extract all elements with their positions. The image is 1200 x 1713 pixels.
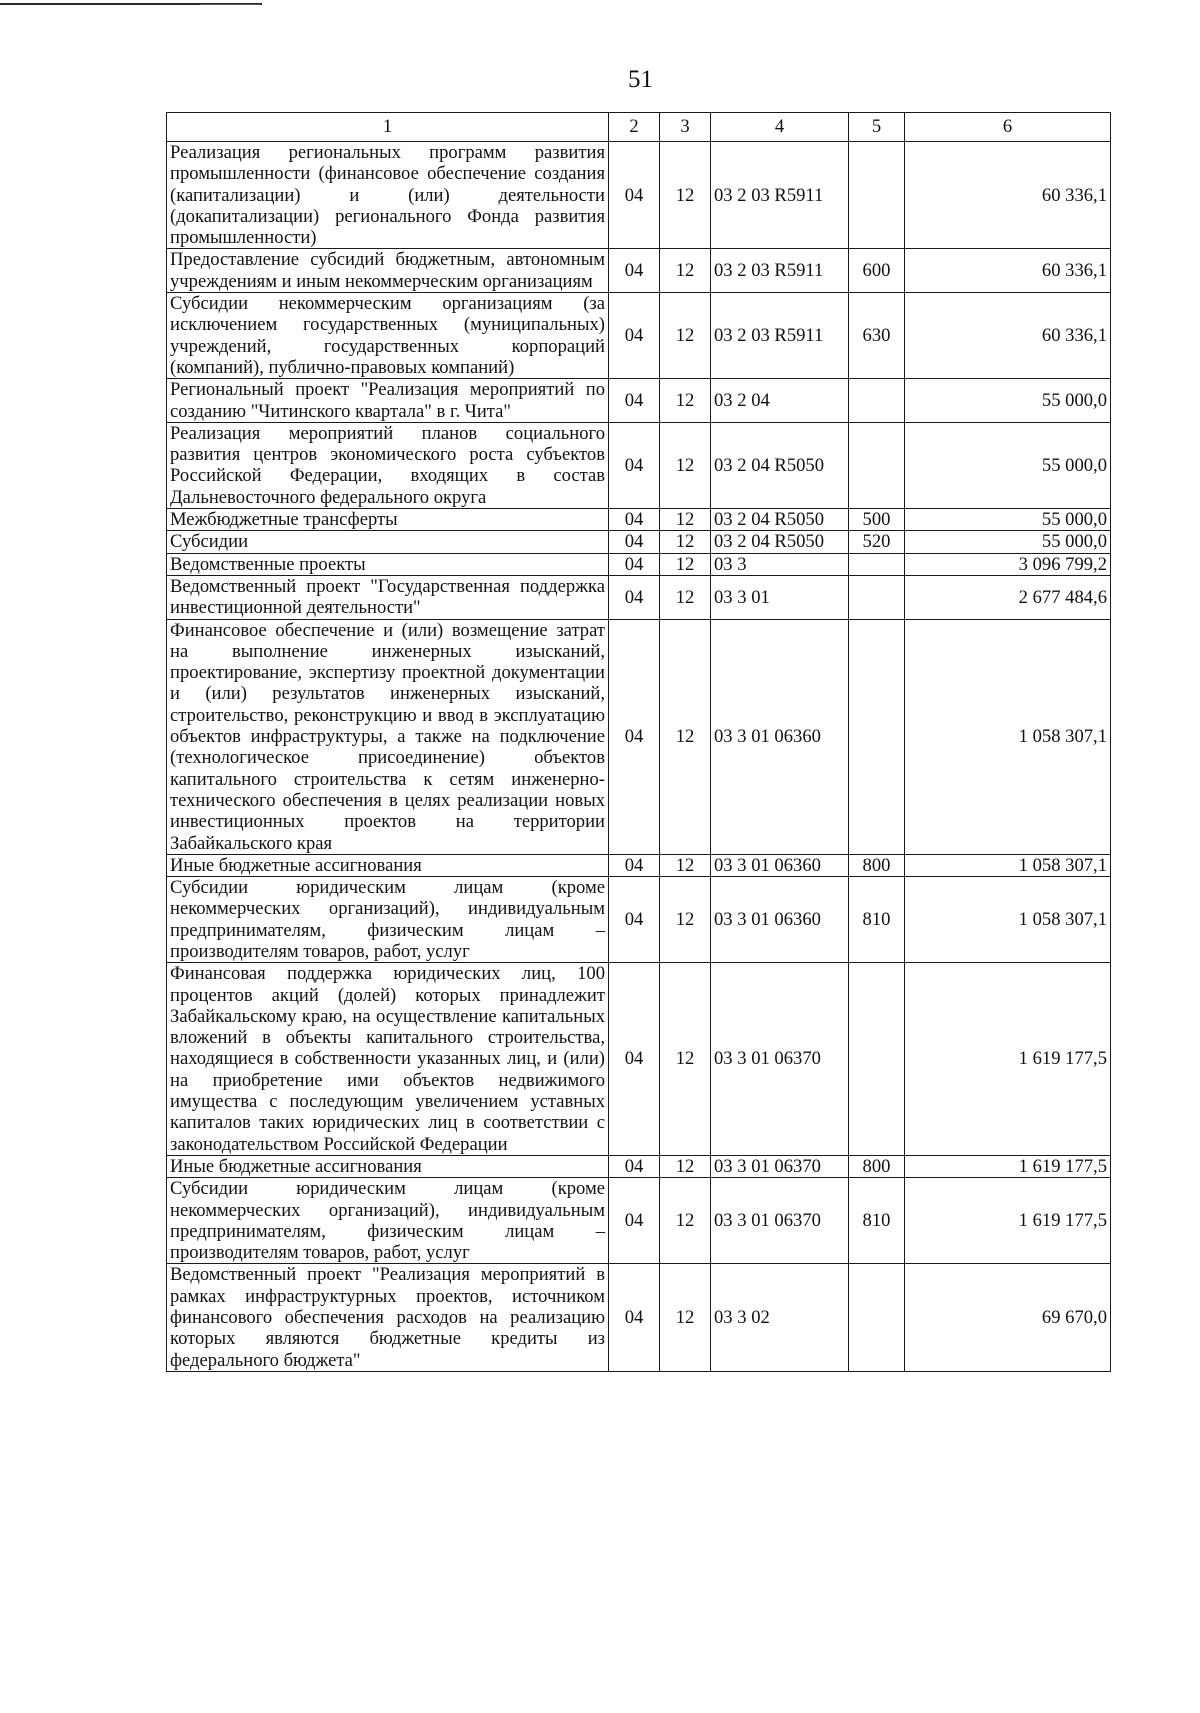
row-name: Ведомственный проект "Реализация мероприятий в рамках инфраструктурных проектов, источником финансового обеспечения расходов на реализацию которых являются бюджетные кредиты из федерального бюджета" — [167, 1264, 609, 1371]
row-expense-type — [849, 1264, 905, 1371]
row-section: 04 — [609, 249, 660, 293]
row-sum: 1 058 307,1 — [905, 877, 1111, 963]
row-name: Финансовая поддержка юридических лиц, 100 процентов акций (долей) которых принадлежит Забайкальскому краю, на осуществление капитальных вложений в объекты капитального строительства, находящиеся в собственности указанных лиц, и (или) на приобретение ими объектов недвижимого имущества с последующим увеличением уставных капиталов таких юридических лиц в соответствии с законодательством Российской Федерации — [167, 963, 609, 1156]
table-row — [167, 619, 1111, 854]
row-name: Субсидии юридическим лицам (кроме некоммерческих организаций), индивидуальным предпринимателям, физическим лицам – производителям товаров, работ, услуг — [167, 877, 609, 963]
row-target-code: 03 2 03 R5911 — [711, 142, 849, 249]
row-expense-type: 500 — [849, 509, 905, 531]
row-sum: 60 336,1 — [905, 249, 1111, 293]
row-target-code: 03 2 04 R5050 — [711, 531, 849, 553]
row-subsection: 12 — [660, 142, 711, 249]
row-name: Межбюджетные трансферты — [167, 509, 609, 531]
top-edge-rule-accent — [200, 4, 260, 5]
table-row — [167, 293, 1111, 379]
row-section: 04 — [609, 575, 660, 619]
row-name: Иные бюджетные ассигнования — [167, 854, 609, 876]
row-sum: 55 000,0 — [905, 379, 1111, 423]
row-target-code: 03 2 04 R5050 — [711, 509, 849, 531]
row-target-code: 03 3 01 06370 — [711, 963, 849, 1156]
row-target-code: 03 3 01 06360 — [711, 877, 849, 963]
row-section: 04 — [609, 1155, 660, 1177]
row-target-code: 03 3 01 — [711, 575, 849, 619]
row-name: Предоставление субсидий бюджетным, автономным учреждениям и иным некоммерческим организациям — [167, 249, 609, 293]
table-row — [167, 963, 1111, 1156]
table-row — [167, 531, 1111, 553]
row-name: Финансовое обеспечение и (или) возмещение затрат на выполнение инженерных изысканий, проектирование, экспертизу проектной документации и (или) результатов инженерных изысканий, строительство, реконструкцию и ввод в эксплуатацию объектов инфраструктуры, а также на подключение (технологическое присоединение) объектов капитального строительства к сетям инженерно-технического обеспечения в целях реализации новых инвестиционных проектов на территории Забайкальского края — [167, 619, 609, 854]
row-expense-type: 810 — [849, 1178, 905, 1264]
row-section: 04 — [609, 553, 660, 575]
row-sum: 55 000,0 — [905, 422, 1111, 508]
row-sum: 60 336,1 — [905, 293, 1111, 379]
table-row — [167, 575, 1111, 619]
row-name: Субсидии — [167, 531, 609, 553]
row-section: 04 — [609, 142, 660, 249]
row-section: 04 — [609, 1264, 660, 1371]
row-section: 04 — [609, 963, 660, 1156]
row-expense-type — [849, 422, 905, 508]
row-sum: 1 619 177,5 — [905, 1178, 1111, 1264]
column-header-5: 5 — [849, 113, 905, 142]
row-target-code: 03 3 01 06370 — [711, 1178, 849, 1264]
table-row — [167, 1264, 1111, 1371]
table-row — [167, 854, 1111, 876]
row-target-code: 03 2 03 R5911 — [711, 293, 849, 379]
column-header-4: 4 — [711, 113, 849, 142]
row-name: Субсидии некоммерческим организациям (за исключением государственных (муниципальных) учреждений, государственных корпораций (компаний), публично-правовых компаний) — [167, 293, 609, 379]
row-target-code: 03 3 02 — [711, 1264, 849, 1371]
row-expense-type — [849, 575, 905, 619]
row-name: Ведомственный проект "Государственная поддержка инвестиционной деятельности" — [167, 575, 609, 619]
row-name: Иные бюджетные ассигнования — [167, 1155, 609, 1177]
table-row — [167, 142, 1111, 249]
row-sum: 3 096 799,2 — [905, 553, 1111, 575]
row-expense-type — [849, 142, 905, 249]
row-expense-type: 630 — [849, 293, 905, 379]
row-subsection: 12 — [660, 963, 711, 1156]
row-subsection: 12 — [660, 1178, 711, 1264]
table-row — [167, 1178, 1111, 1264]
row-section: 04 — [609, 293, 660, 379]
row-sum: 1 058 307,1 — [905, 619, 1111, 854]
row-name: Реализация региональных программ развития промышленности (финансовое обеспечение создания (капитализации) и (или) деятельности (докапитализации) регионального Фонда развития промышленности) — [167, 142, 609, 249]
row-section: 04 — [609, 422, 660, 508]
row-subsection: 12 — [660, 854, 711, 876]
row-section: 04 — [609, 877, 660, 963]
table-row — [167, 877, 1111, 963]
row-expense-type — [849, 553, 905, 575]
row-sum: 55 000,0 — [905, 509, 1111, 531]
table-row — [167, 1155, 1111, 1177]
row-subsection: 12 — [660, 293, 711, 379]
table-header-row — [167, 113, 1111, 142]
row-sum: 1 058 307,1 — [905, 854, 1111, 876]
row-section: 04 — [609, 854, 660, 876]
page-number: 51 — [628, 66, 653, 93]
row-target-code: 03 3 — [711, 553, 849, 575]
row-subsection: 12 — [660, 1264, 711, 1371]
column-header-3: 3 — [660, 113, 711, 142]
row-sum: 2 677 484,6 — [905, 575, 1111, 619]
row-sum: 60 336,1 — [905, 142, 1111, 249]
row-section: 04 — [609, 619, 660, 854]
row-target-code: 03 3 01 06360 — [711, 619, 849, 854]
table-row — [167, 509, 1111, 531]
row-target-code: 03 2 04 — [711, 379, 849, 423]
row-subsection: 12 — [660, 509, 711, 531]
column-header-2: 2 — [609, 113, 660, 142]
row-subsection: 12 — [660, 1155, 711, 1177]
column-header-6: 6 — [905, 113, 1111, 142]
row-target-code: 03 2 03 R5911 — [711, 249, 849, 293]
row-expense-type: 520 — [849, 531, 905, 553]
row-section: 04 — [609, 379, 660, 423]
row-subsection: 12 — [660, 575, 711, 619]
row-name: Субсидии юридическим лицам (кроме некоммерческих организаций), индивидуальным предпринимателям, физическим лицам – производителям товаров, работ, услуг — [167, 1178, 609, 1264]
budget-table — [166, 112, 1111, 1372]
table-row — [167, 249, 1111, 293]
row-expense-type: 810 — [849, 877, 905, 963]
table-row — [167, 553, 1111, 575]
row-sum: 69 670,0 — [905, 1264, 1111, 1371]
row-target-code: 03 3 01 06370 — [711, 1155, 849, 1177]
table-row — [167, 379, 1111, 423]
row-expense-type — [849, 619, 905, 854]
row-sum: 1 619 177,5 — [905, 963, 1111, 1156]
row-target-code: 03 2 04 R5050 — [711, 422, 849, 508]
row-name: Ведомственные проекты — [167, 553, 609, 575]
row-expense-type — [849, 379, 905, 423]
row-target-code: 03 3 01 06360 — [711, 854, 849, 876]
row-subsection: 12 — [660, 422, 711, 508]
row-subsection: 12 — [660, 553, 711, 575]
column-header-1: 1 — [167, 113, 609, 142]
row-expense-type — [849, 963, 905, 1156]
row-name: Реализация мероприятий планов социального развития центров экономического роста субъектов Российской Федерации, входящих в состав Дальневосточного федерального округа — [167, 422, 609, 508]
table-row — [167, 422, 1111, 508]
row-subsection: 12 — [660, 249, 711, 293]
row-name: Региональный проект "Реализация мероприятий по созданию "Читинского квартала" в г. Чита" — [167, 379, 609, 423]
row-expense-type: 600 — [849, 249, 905, 293]
row-sum: 1 619 177,5 — [905, 1155, 1111, 1177]
row-subsection: 12 — [660, 619, 711, 854]
row-expense-type: 800 — [849, 854, 905, 876]
row-subsection: 12 — [660, 877, 711, 963]
row-sum: 55 000,0 — [905, 531, 1111, 553]
row-subsection: 12 — [660, 531, 711, 553]
row-section: 04 — [609, 531, 660, 553]
row-expense-type: 800 — [849, 1155, 905, 1177]
row-section: 04 — [609, 1178, 660, 1264]
row-subsection: 12 — [660, 379, 711, 423]
row-section: 04 — [609, 509, 660, 531]
